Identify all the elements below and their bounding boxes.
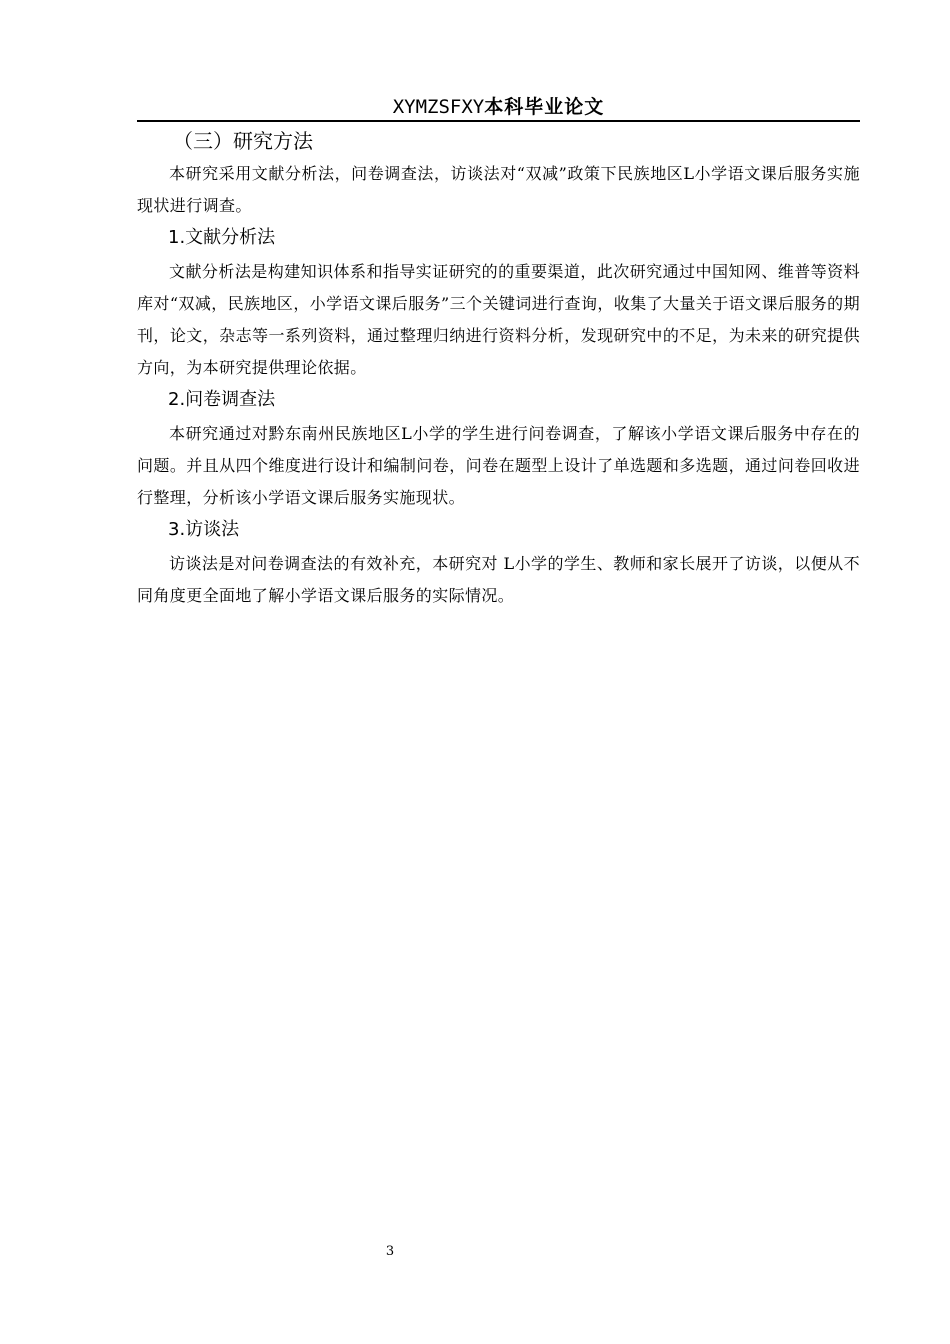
- page-header: [137, 92, 860, 122]
- method-heading-questionnaire: 2.问卷调查法: [168, 389, 276, 410]
- page-number: 3: [385, 1244, 395, 1259]
- method-text-interview: 访谈法是对问卷调查法的有效补充，本研究对 L小学的学生、教师和家长展开了访谈，以便从不同角度更全面地了解小学语文课后服务的实际情况。: [137, 554, 860, 605]
- section-intro: 本研究采用文献分析法，问卷调查法，访谈法对“双减”政策下民族地区L小学语文课后服务实施现状进行调查。: [137, 164, 860, 215]
- method-text-questionnaire: 本研究通过对黔东南州民族地区L小学的学生进行问卷调查，了解该小学语文课后服务中存在的问题。并且从四个维度进行设计和编制问卷，问卷在题型上设计了单选题和多选题，通过问卷回收进行整理，分析该小学语文课后服务实施现状。: [137, 424, 860, 507]
- page-content: [137, 124, 860, 612]
- header-code: XYMZSFXY: [392, 96, 485, 118]
- method-text-literature: 文献分析法是构建知识体系和指导实证研究的的重要渠道，此次研究通过中国知网、维普等资料库对“双减，民族地区，小学语文课后服务”三个关键词进行查询，收集了大量关于语文课后服务的期刊，论文，杂志等一系列资料，通过整理归纳进行资料分析，发现研究中的不足，为未来的研究提供方向，为本研究提供理论依据。: [137, 262, 860, 377]
- section-title: （三）研究方法: [173, 129, 313, 153]
- method-heading-interview: 3.访谈法: [168, 519, 240, 540]
- method-heading-literature: 1.文献分析法: [168, 227, 276, 248]
- header-title: 本科毕业论文: [484, 96, 605, 118]
